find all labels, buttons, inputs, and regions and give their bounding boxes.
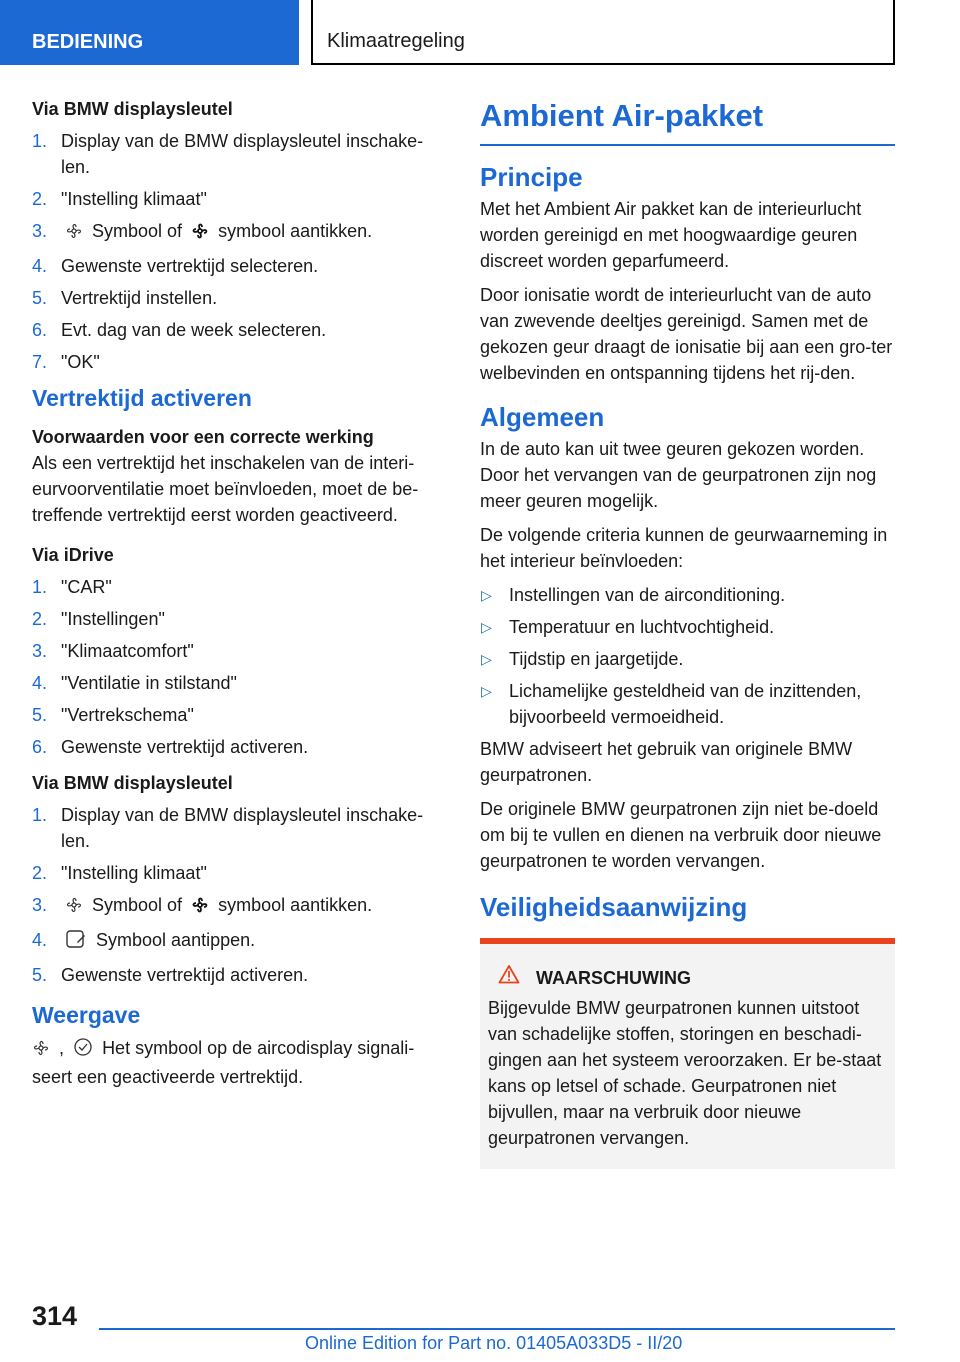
subheading-displaykey-2: Via BMW displaysleutel (32, 773, 233, 793)
triangle-bullet-icon: ▷ (481, 683, 492, 699)
heading-ambient-air: Ambient Air-pakket (480, 96, 895, 146)
step-number: 4. (32, 673, 48, 693)
display-text (32, 1035, 447, 1090)
list-item (32, 734, 447, 760)
step-text: "Instellingen" (61, 609, 165, 629)
step-text: Gewenste vertrektijd activeren. (61, 965, 309, 985)
bullet-text: Tijdstip en jaargetijde. (509, 649, 684, 669)
page-number: 314 (32, 1301, 78, 1331)
fan-bold-icon (191, 221, 209, 247)
steps-displaykey-a (32, 128, 447, 375)
list-item (32, 218, 447, 247)
step-number: 6. (32, 737, 48, 757)
bullet-text: Temperatuur en luchtvochtigheid. (509, 617, 775, 637)
step-number: 1. (32, 805, 48, 825)
criteria-list (480, 582, 895, 730)
clock-check-icon (73, 1037, 93, 1064)
step-number: 6. (32, 320, 48, 340)
warning-triangle-icon (498, 964, 536, 991)
bullet-text: Instellingen van de airconditioning. (509, 585, 786, 605)
step-number: 4. (32, 930, 48, 950)
list-item (32, 349, 447, 375)
step-text: "Vertrekschema" (61, 705, 194, 725)
step-number: 7. (32, 352, 48, 372)
list-item (32, 802, 447, 854)
step-number: 3. (32, 641, 48, 661)
left-column (32, 96, 447, 1090)
subheading-idrive: Via iDrive (32, 545, 114, 565)
triangle-bullet-icon: ▷ (481, 619, 492, 635)
warning-box (480, 938, 895, 1169)
list-item (32, 253, 447, 279)
steps-idrive (32, 574, 447, 760)
step-number: 5. (32, 705, 48, 725)
heading-activate: Vertrektijd activeren (32, 385, 252, 411)
algemeen-text-1: In de auto kan uit twee geuren gekozen worden. Door het vervangen van de geurpatronen zijn nog meer geuren mogelijk. (480, 439, 877, 511)
heading-display: Weergave (32, 1002, 141, 1028)
step-number: 5. (32, 965, 48, 985)
step-text: Gewenste vertrektijd selecteren. (61, 256, 319, 276)
heading-algemeen: Algemeen (480, 402, 605, 432)
step-text: symbool aantikken. (218, 895, 373, 915)
step-number: 5. (32, 288, 48, 308)
step-text: Symbool of (92, 221, 183, 241)
fan-icon (32, 1038, 50, 1064)
fan-bold-icon (191, 895, 209, 921)
heading-principe: Principe (480, 162, 583, 192)
step-number: 2. (32, 863, 48, 883)
list-item (32, 670, 447, 696)
list-item (32, 962, 447, 988)
step-text: Display van de BMW displaysleutel inschake-len. (61, 131, 424, 177)
page-header-title: Klimaatregeling (311, 0, 895, 65)
step-text: symbool aantikken. (218, 221, 373, 241)
fan-icon (65, 221, 83, 247)
list-item (480, 582, 895, 608)
step-text: Symbool of (92, 895, 183, 915)
list-item (32, 574, 447, 600)
list-item (32, 860, 447, 886)
list-item (32, 285, 447, 311)
list-item (32, 606, 447, 632)
step-number: 3. (32, 221, 48, 241)
step-text: Evt. dag van de week selecteren. (61, 320, 327, 340)
step-number: 1. (32, 131, 48, 151)
triangle-bullet-icon: ▷ (481, 651, 492, 667)
heading-safety: Veiligheidsaanwijzing (480, 892, 748, 922)
list-item (480, 646, 895, 672)
section-tab: BEDIENING (0, 0, 299, 65)
step-text: "Klimaatcomfort" (61, 641, 194, 661)
principe-text-1: Met het Ambient Air pakket kan de interieurlucht worden gereinigd en met hoogwaardige geuren discreet worden geparfumeerd. (480, 199, 862, 271)
step-number: 1. (32, 577, 48, 597)
footer-edition: Online Edition for Part no. 01405A033D5 - II/20 (305, 1333, 683, 1353)
step-number: 4. (32, 256, 48, 276)
subheading-conditions: Voorwaarden voor een correcte werking (32, 427, 374, 447)
step-text: "Instelling klimaat" (61, 863, 207, 883)
step-number: 2. (32, 609, 48, 629)
step-number: 2. (32, 189, 48, 209)
step-text: "Ventilatie in stilstand" (61, 673, 237, 693)
step-number: 3. (32, 895, 48, 915)
list-item (32, 927, 447, 956)
steps-displaykey-b (32, 802, 447, 988)
principe-text-2: Door ionisatie wordt de interieurlucht van de auto van zwevende deeltjes gereinigd. Samen met de gekozen geur draagt de ionisatie bij aan een gro-ter welbevinden en ontspanning tijdens het rij-den. (480, 285, 893, 383)
list-item (480, 678, 895, 730)
fan-icon (65, 895, 83, 921)
display-description: Het symbool op de aircodisplay signali-seert een geactiveerde vertrektijd. (32, 1038, 415, 1087)
list-item (32, 892, 447, 921)
step-text: "OK" (61, 352, 100, 372)
list-item (32, 317, 447, 343)
advice-text: BMW adviseert het gebruik van originele BMW geurpatronen. (480, 739, 853, 785)
step-text: Vertrektijd instellen. (61, 288, 218, 308)
step-text: Symbool aantippen. (96, 930, 256, 950)
warning-title (488, 964, 887, 991)
separator: , (59, 1038, 65, 1058)
footer-divider (99, 1328, 895, 1330)
step-text: Gewenste vertrektijd activeren. (61, 737, 309, 757)
list-item (32, 702, 447, 728)
triangle-bullet-icon: ▷ (481, 587, 492, 603)
refill-text: De originele BMW geurpatronen zijn niet be-doeld om bij te vullen en dienen na verbruik door nieuwe geurpatronen te worden vervangen. (480, 799, 882, 871)
conditions-text: Als een vertrektijd het inschakelen van de interi-eurvoorventilatie moet beïnvloeden, moet de be-treffende vertrektijd eerst worden geactiveerd. (32, 453, 419, 525)
list-item (32, 638, 447, 664)
step-text: "CAR" (61, 577, 112, 597)
list-item (32, 128, 447, 180)
warning-label: WAARSCHUWING (536, 967, 691, 988)
step-text: Display van de BMW displaysleutel inschake-len. (61, 805, 424, 851)
list-item (480, 614, 895, 640)
bullet-text: Lichamelijke gesteldheid van de inzittenden, bijvoorbeeld vermoeidheid. (509, 681, 862, 727)
edit-icon (65, 929, 87, 956)
list-item (32, 186, 447, 212)
algemeen-text-2: De volgende criteria kunnen de geurwaarneming in het interieur beïnvloeden: (480, 525, 888, 571)
step-text: "Instelling klimaat" (61, 189, 207, 209)
warning-text: Bijgevulde BMW geurpatronen kunnen uitstoot van schadelijke stoffen, storingen en beschadi-gingen aan het systeem veroorzaken. Er be-staat kans op letsel of schade. Geurpatronen niet bijvullen, maar na verbruik door nieuwe geurpatronen vervangen. (488, 998, 882, 1148)
subheading-displaykey: Via BMW displaysleutel (32, 99, 233, 119)
right-column (480, 96, 895, 1169)
